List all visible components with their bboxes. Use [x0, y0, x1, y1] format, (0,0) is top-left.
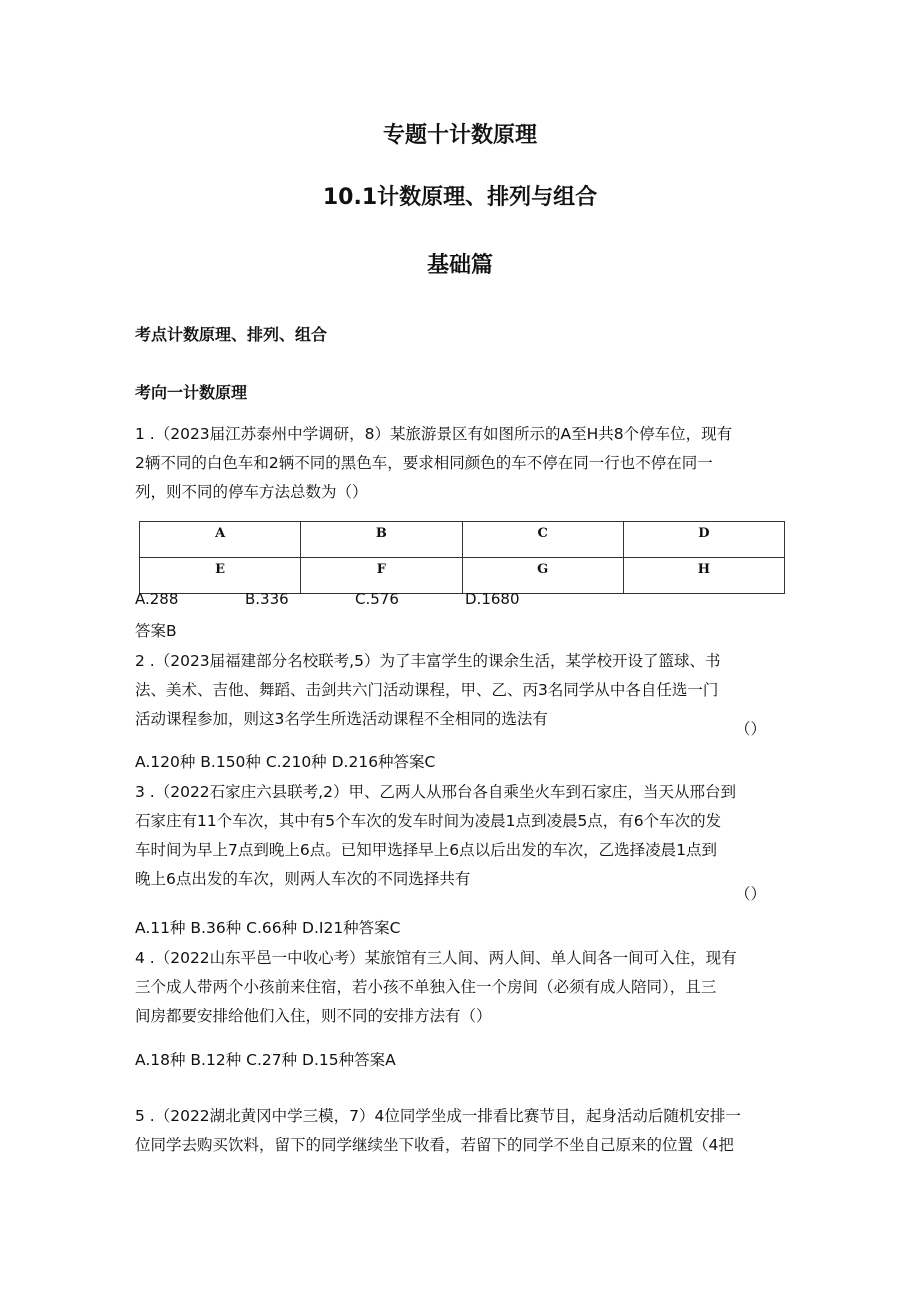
option-c: C.576	[355, 590, 399, 608]
table-cell: B	[301, 522, 462, 558]
question-line: 车时间为早上7点到晚上6点。已知甲选择早上6点以后出发的车次，乙选择凌晨1点到	[135, 841, 717, 859]
table-row	[140, 522, 785, 558]
question-5	[135, 1102, 790, 1160]
question-line: 列，则不同的停车方法总数为（）	[135, 483, 368, 501]
chapter-title: 专题十计数原理	[382, 123, 537, 148]
table-cell: H	[623, 558, 784, 594]
question-line: 石家庄有11个车次，其中有5个车次的发车时间为凌晨1点到凌晨5点，有6个车次的发	[135, 812, 722, 830]
table-cell: E	[140, 558, 301, 594]
question-line: 三个成人带两个小孩前来住宿，若小孩不单独入住一个房间（必须有成人陪同），且三	[135, 978, 717, 996]
table-cell: A	[140, 522, 301, 558]
question-line: 1 .（2023届江苏泰州中学调研，8）某旅游景区有如图所示的A至H共8个停车位，现有	[135, 425, 733, 443]
question-4-options-answer: A.18种 B.12种 C.27种 D.15种答案A	[135, 1051, 396, 1069]
answer-bracket: （）	[735, 720, 767, 738]
subtopic-heading: 考向一计数原理	[135, 383, 248, 402]
option-a: A.288	[135, 590, 179, 608]
table-cell: G	[462, 558, 623, 594]
question-1	[135, 420, 790, 507]
question-line: 3 .（2022石家庄六县联考,2）甲、乙两人从邢台各自乘坐火车到石家庄，当天从邢台到	[135, 783, 736, 801]
question-line: 5 .（2022湖北黄冈中学三模，7）4位同学坐成一排看比赛节目，起身活动后随机安排一	[135, 1107, 741, 1125]
table-cell: F	[301, 558, 462, 594]
table-row	[140, 558, 785, 594]
topic-heading: 考点计数原理、排列、组合	[135, 325, 328, 344]
question-line: 位同学去购买饮料，留下的同学继续坐下收看，若留下的同学不坐自己原来的位置（4把	[135, 1136, 734, 1154]
option-b: B.336	[245, 590, 289, 608]
question-3	[135, 778, 790, 894]
answer-bracket: （）	[735, 885, 767, 903]
answer-1: 答案B	[135, 622, 177, 640]
option-d: D.1680	[465, 590, 520, 608]
section-title: 10.1计数原理、排列与组合	[322, 185, 598, 210]
question-line: 间房都要安排给他们入住，则不同的安排方法有（）	[135, 1007, 492, 1025]
question-line: 晚上6点出发的车次，则两人车次的不同选择共有	[135, 870, 471, 888]
question-2	[135, 647, 790, 734]
question-line: 活动课程参加，则这3名学生所选活动课程不全相同的选法有	[135, 710, 548, 728]
question-line: 4 .（2022山东平邑一中收心考）某旅馆有三人间、两人间、单人间各一间可入住，现有	[135, 949, 737, 967]
level-title: 基础篇	[426, 253, 493, 278]
question-3-options-answer: A.11种 B.36种 C.66种 D.I21种答案C	[135, 919, 401, 937]
table-cell: D	[623, 522, 784, 558]
question-line: 2辆不同的白色车和2辆不同的黑色车，要求相同颜色的车不停在同一行也不停在同一	[135, 454, 713, 472]
question-2-options-answer: A.120种 B.150种 C.210种 D.216种答案C	[135, 753, 436, 771]
parking-grid	[139, 521, 785, 594]
table-cell: C	[462, 522, 623, 558]
question-line: 法、美术、吉他、舞蹈、击剑共六门活动课程，甲、乙、丙3名同学从中各自任选一门	[135, 681, 719, 699]
question-line: 2 .（2023届福建部分名校联考,5）为了丰富学生的课余生活，某学校开设了篮球、书	[135, 652, 721, 670]
question-4	[135, 944, 790, 1031]
